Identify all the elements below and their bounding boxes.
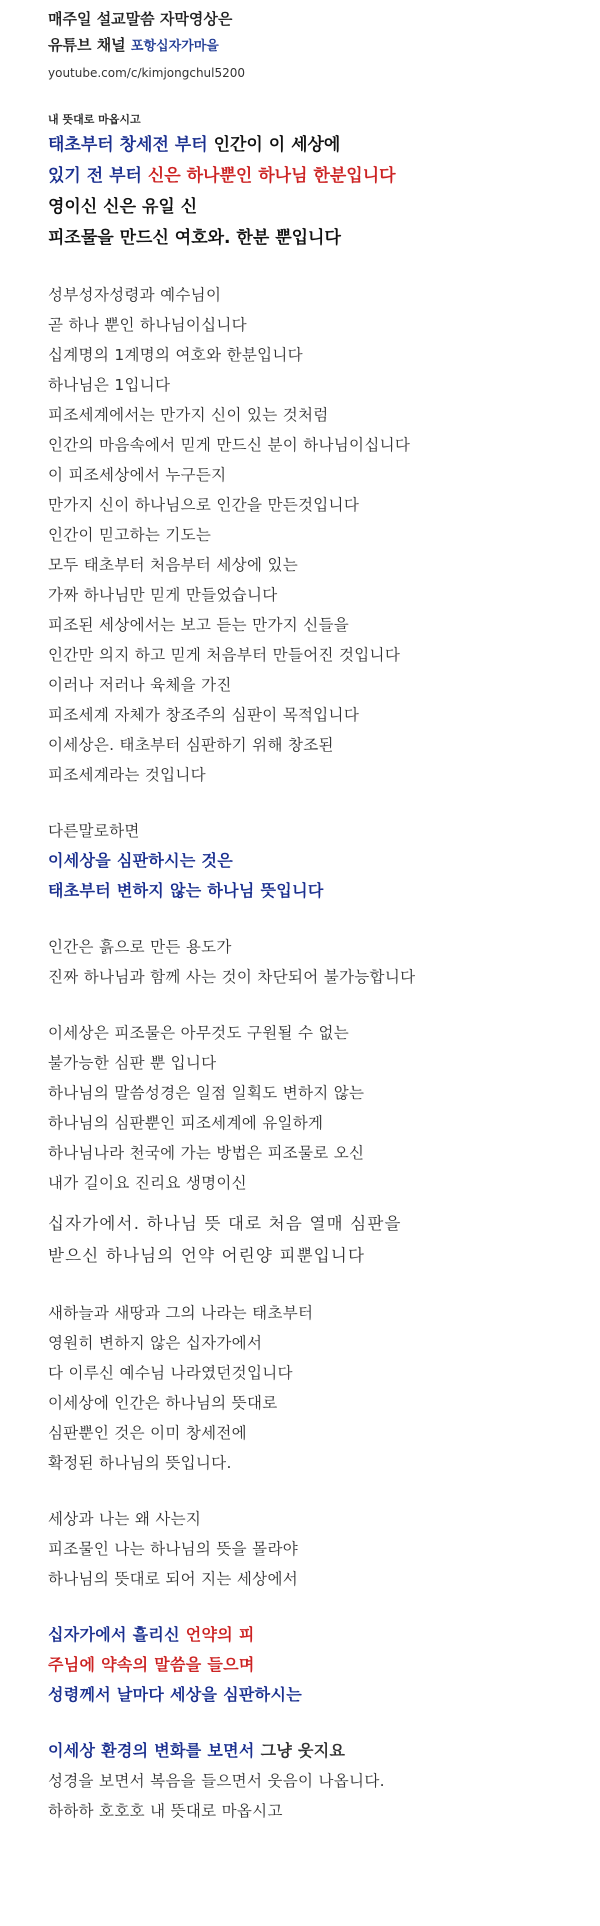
text-segment: 곧 하나 뿐인 하나님이십니다 [48, 316, 247, 334]
text-line [48, 1240, 600, 1272]
text-segment: 확정된 하나님의 뜻입니다. [48, 1454, 232, 1472]
text-segment: 하나님나라 천국에 가는 방법은 피조물로 오신 [48, 1144, 365, 1162]
sermon-title: 내 뜻대로 마옵시고 [48, 113, 141, 126]
text-segment: 하하하 호호호 내 뜻대로 마옵시고 [48, 1802, 283, 1820]
text-segment: 피조세계에서는 만가지 신이 있는 것처럼 [48, 406, 329, 424]
text-line [48, 1208, 600, 1240]
text-segment: 있기 전 부터 [48, 166, 148, 186]
text-segment: 성경을 보면서 복음을 들으면서 웃음이 나옵니다. [48, 1772, 385, 1790]
text-segment: 다른말로하면 [48, 822, 140, 840]
paragraph [48, 932, 600, 992]
text-segment: 진짜 하나님과 함께 사는 것이 차단되어 불가능합니다 [48, 968, 416, 986]
text-line [48, 816, 600, 846]
text-segment: 내가 길이요 진리요 생명이신 [48, 1174, 247, 1192]
text-segment: 태초부터 창세전 부터 [48, 135, 214, 155]
text-line [48, 1078, 600, 1108]
text-segment: 인간이 이 세상에 [213, 135, 341, 155]
text-segment: 가짜 하나님만 믿게 만들었습니다 [48, 586, 278, 604]
text-segment: 하나님의 심판뿐인 피조세계에 유일하게 [48, 1114, 324, 1132]
text-line [48, 1298, 600, 1328]
text-segment: 성령께서 날마다 세상을 심판하시는 [48, 1685, 302, 1704]
text-line [48, 1534, 600, 1564]
paragraph [48, 1736, 600, 1826]
text-line [48, 730, 600, 760]
header-line: 매주일 설교말씀 자막영상은 [48, 10, 233, 28]
text-line [48, 580, 600, 610]
text-line [48, 550, 600, 580]
text-segment: 인간은 흙으로 만든 용도가 [48, 938, 232, 956]
intro-paragraph [48, 130, 600, 254]
text-segment: 이세상은 피조물은 아무것도 구원될 수 없는 [48, 1024, 350, 1042]
text-line [48, 610, 600, 640]
text-line [48, 520, 600, 550]
text-line [48, 161, 600, 192]
text-segment: 인간이 믿고하는 기도는 [48, 526, 212, 544]
text-segment: 이세상은. 태초부터 심판하기 위해 창조된 [48, 736, 334, 754]
text-segment: 그냥 웃지요 [260, 1741, 346, 1760]
paragraph [48, 280, 600, 790]
paragraph [48, 816, 600, 906]
text-line [48, 223, 600, 254]
paragraph [48, 1208, 600, 1272]
text-line [48, 280, 600, 310]
text-segment: 새하늘과 새땅과 그의 나라는 태초부터 [48, 1304, 314, 1322]
text-segment: 영이신 신은 유일 신 [48, 197, 198, 217]
text-line [48, 760, 600, 790]
text-line [48, 846, 600, 876]
text-line [48, 1388, 600, 1418]
text-line [48, 1048, 600, 1078]
text-segment: 다 이루신 예수님 나라였던것입니다 [48, 1364, 293, 1382]
text-line [48, 1108, 600, 1138]
text-segment: 세상과 나는 왜 사는지 [48, 1510, 202, 1528]
text-segment: 성부성자성령과 예수님이 [48, 286, 222, 304]
text-segment: 십자가에서 흘리신 [48, 1625, 186, 1644]
text-line [48, 670, 600, 700]
text-segment: 십자가에서. 하나님 뜻 대로 처음 열매 심판을 [48, 1214, 402, 1233]
text-line [48, 932, 600, 962]
text-line [48, 1796, 600, 1826]
text-line [48, 1736, 600, 1766]
text-segment: 하나님의 말씀성경은 일점 일획도 변하지 않는 [48, 1084, 365, 1102]
text-segment: 태초부터 변하지 않는 하나님 뜻입니다 [48, 881, 324, 900]
text-line [48, 1138, 600, 1168]
text-line [48, 1448, 600, 1478]
text-segment: 이세상 환경의 변화를 보면서 [48, 1741, 261, 1760]
text-line [48, 1328, 600, 1358]
text-line [48, 1418, 600, 1448]
text-segment: 십계명의 1계명의 여호와 한분입니다 [48, 346, 303, 364]
paragraph [48, 1504, 600, 1594]
text-line [48, 1504, 600, 1534]
text-line [48, 400, 600, 430]
text-segment: 이 피조세상에서 누구든지 [48, 466, 227, 484]
text-line [48, 340, 600, 370]
text-line [48, 460, 600, 490]
text-line [48, 430, 600, 460]
text-segment: 심판뿐인 것은 이미 창세전에 [48, 1424, 247, 1442]
text-segment: 피조세계 자체가 창조주의 심판이 목적입니다 [48, 706, 360, 724]
text-segment: 피조된 세상에서는 보고 듣는 만가지 신들을 [48, 616, 350, 634]
text-segment: 영원히 변하지 않은 십자가에서 [48, 1334, 263, 1352]
text-segment: 이세상을 심판하시는 것은 [48, 851, 234, 870]
text-line [48, 1766, 600, 1796]
text-segment: 불가능한 심판 뿐 입니다 [48, 1054, 217, 1072]
text-line [48, 1564, 600, 1594]
text-line [48, 1620, 600, 1650]
sermon-body [48, 280, 600, 1826]
text-segment: 피조세계라는 것입니다 [48, 766, 206, 784]
text-segment: 피조물인 나는 하나님의 뜻을 몰라야 [48, 1540, 299, 1558]
text-line [48, 130, 600, 161]
text-segment: 하나님의 뜻대로 되어 지는 세상에서 [48, 1570, 299, 1588]
channel-header [48, 6, 600, 86]
text-segment: 받으신 하나님의 언약 어린양 피뿐입니다 [48, 1246, 366, 1265]
text-segment: 신은 하나뿐인 하나님 한분입니다 [147, 166, 396, 186]
text-segment: 모두 태초부터 처음부터 세상에 있는 [48, 556, 299, 574]
text-line [48, 1650, 600, 1680]
text-line [48, 192, 600, 223]
text-line [48, 1680, 600, 1710]
text-segment: 만가지 신이 하나님으로 인간을 만든것입니다 [48, 496, 360, 514]
text-line [48, 962, 600, 992]
channel-name: 포항십자가마을 [130, 39, 219, 54]
text-segment: 주님에 약속의 말씀을 들으며 [48, 1655, 255, 1674]
text-line [48, 1168, 600, 1198]
text-line [48, 640, 600, 670]
paragraph [48, 1298, 600, 1478]
text-segment: 인간만 의지 하고 믿게 처음부터 만들어진 것입니다 [48, 646, 401, 664]
text-segment: 언약의 피 [185, 1625, 255, 1644]
channel-url[interactable]: youtube.com/c/kimjongchul5200 [48, 66, 246, 80]
text-segment: 피조물을 만드신 여호와. 한분 뿐입니다 [48, 228, 341, 248]
text-line [48, 1018, 600, 1048]
paragraph [48, 1018, 600, 1198]
text-segment: 이세상에 인간은 하나님의 뜻대로 [48, 1394, 278, 1412]
text-line [48, 1358, 600, 1388]
text-line [48, 310, 600, 340]
text-segment: 이러나 저러나 육체을 가진 [48, 676, 232, 694]
text-segment: 인간의 마음속에서 믿게 만드신 분이 하나님이십니다 [48, 436, 411, 454]
header-channel-line [48, 32, 600, 60]
text-line [48, 876, 600, 906]
text-line [48, 370, 600, 400]
text-segment: 하나님은 1입니다 [48, 376, 171, 394]
text-line [48, 490, 600, 520]
text-line [48, 700, 600, 730]
header-prefix: 유튜브 채널 [48, 36, 131, 54]
paragraph [48, 1620, 600, 1710]
